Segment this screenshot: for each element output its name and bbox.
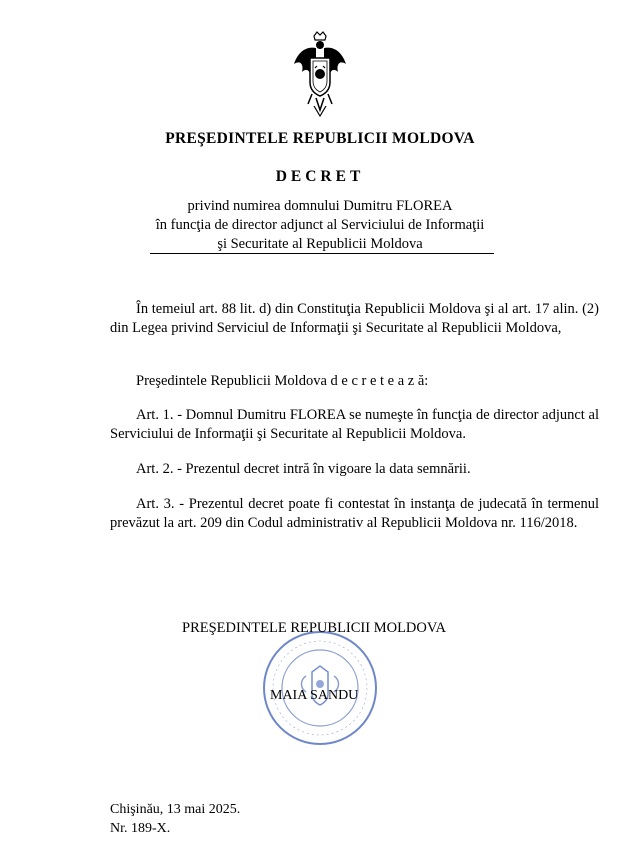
subject-underline: [150, 253, 494, 254]
coat-of-arms-emblem: [290, 30, 350, 120]
decree-intro-paragraph: [110, 372, 599, 391]
document-footer: [110, 800, 240, 838]
article-2: [110, 460, 599, 479]
signature-title: PREŞEDINTELE REPUBLICII MOLDOVA: [182, 620, 446, 636]
preamble-text: În temeiul art. 88 lit. d) din Constituţia Republicii Moldova şi al art. 17 alin. (2) din Legea privind Serviciul de Informaţii şi Securitate al Republicii Moldova,: [110, 301, 599, 336]
decree-intro-text: Preşedintele Republicii Moldova d e c r e t e a z ă:: [136, 373, 429, 389]
institution-heading: PREŞEDINTELE REPUBLICII MOLDOVA: [165, 130, 475, 147]
article-text: Art. 1. - Domnul Dumitru FLOREA se numeşte în funcţia de director adjunct al Serviciului de Informaţii şi Securitate al Republicii Moldova.: [110, 407, 599, 442]
subject-line: în funcţia de director adjunct al Serviciului de Informaţii: [155, 217, 485, 233]
decree-number: Nr. 189-X.: [110, 821, 171, 836]
article-3: [110, 495, 599, 533]
document-type-heading: DECRET: [275, 168, 365, 185]
preamble-paragraph: [110, 300, 599, 338]
article-1: [110, 406, 599, 444]
subject-line: privind numirea domnului Dumitru FLOREA: [187, 198, 453, 214]
decree-subject: [130, 197, 510, 254]
subject-line: şi Securitate al Republicii Moldova: [217, 236, 423, 252]
article-text: Art. 2. - Prezentul decret intră în vigoare la data semnării.: [136, 461, 471, 477]
signatory-name: MAIA SANDU: [270, 688, 359, 703]
article-text: Art. 3. - Prezentul decret poate fi contestat în instanţa de judecată în termenul prevăzut la art. 209 din Codul administrativ al Republicii Moldova nr. 116/2018.: [110, 496, 599, 531]
place-and-date: Chişinău, 13 mai 2025.: [110, 802, 241, 817]
